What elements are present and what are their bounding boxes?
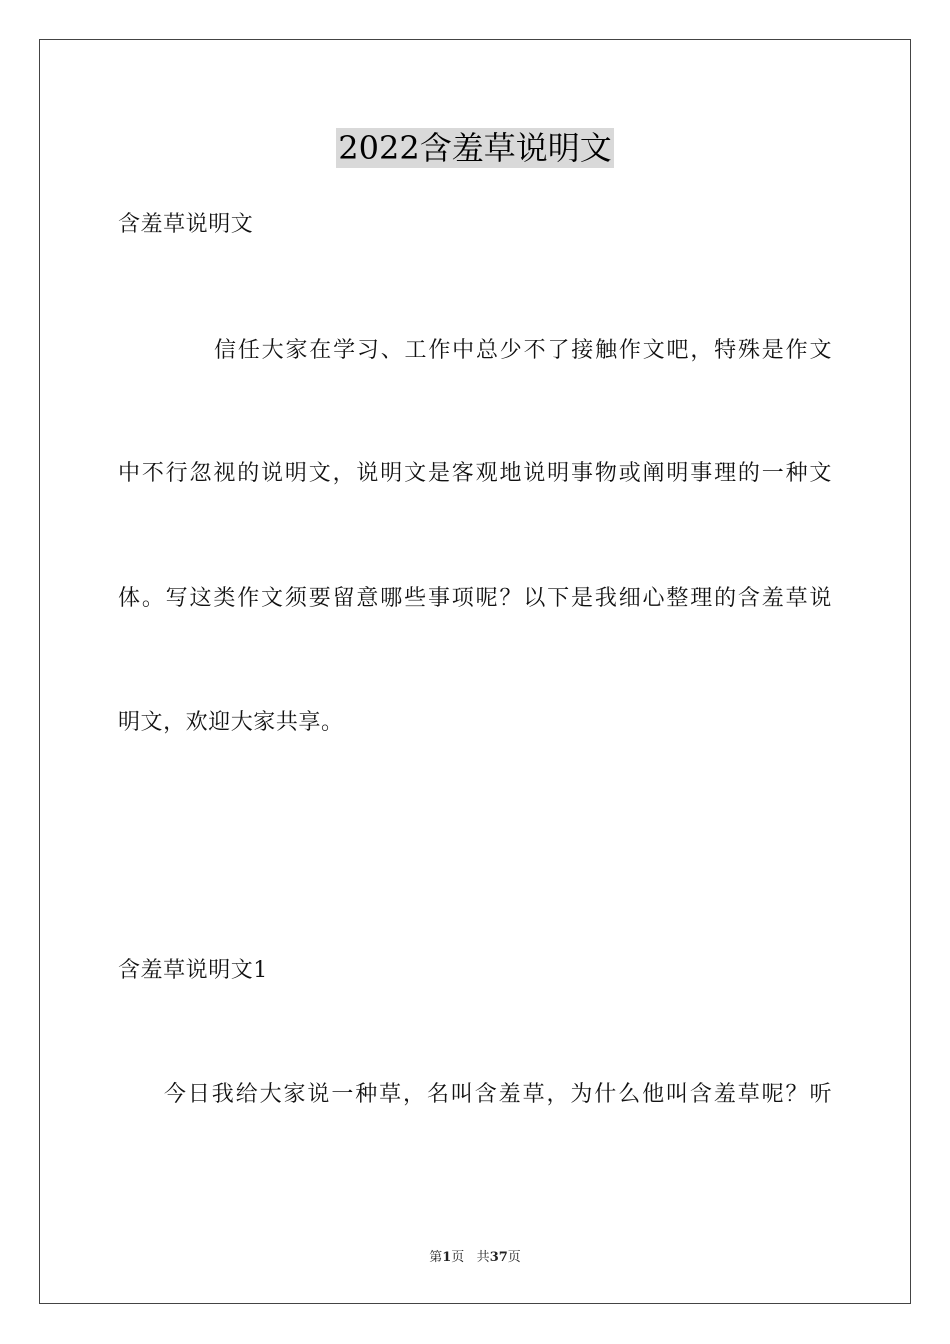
paragraph-line: 今日我给大家说一种草，名叫含羞草，为什么他叫含羞草呢？听 <box>164 1082 832 1107</box>
total-suffix: 页 <box>507 1250 521 1265</box>
document-subtitle: 含羞草说明文 <box>118 212 254 237</box>
section-heading: 含羞草说明文1 <box>118 958 268 983</box>
total-prefix: 共 <box>476 1250 490 1265</box>
title-container <box>0 128 950 168</box>
page-prefix: 第 <box>429 1250 443 1265</box>
page-number: 1 <box>442 1250 452 1265</box>
paragraph-line: 体。写这类作文须要留意哪些事项呢？以下是我细心整理的含羞草说 <box>118 586 832 611</box>
paragraph-line: 信任大家在学习、工作中总少不了接触作文吧，特殊是作文 <box>214 338 832 363</box>
paragraph-line: 中不行忽视的说明文，说明文是客观地说明事物或阐明事理的一种文 <box>118 461 832 486</box>
page-footer <box>0 1249 950 1267</box>
paragraph-line: 明文，欢迎大家共享。 <box>118 710 344 735</box>
total-pages: 37 <box>489 1250 508 1265</box>
document-title: 2022含羞草说明文 <box>338 129 612 167</box>
page-suffix: 页 <box>451 1250 465 1265</box>
